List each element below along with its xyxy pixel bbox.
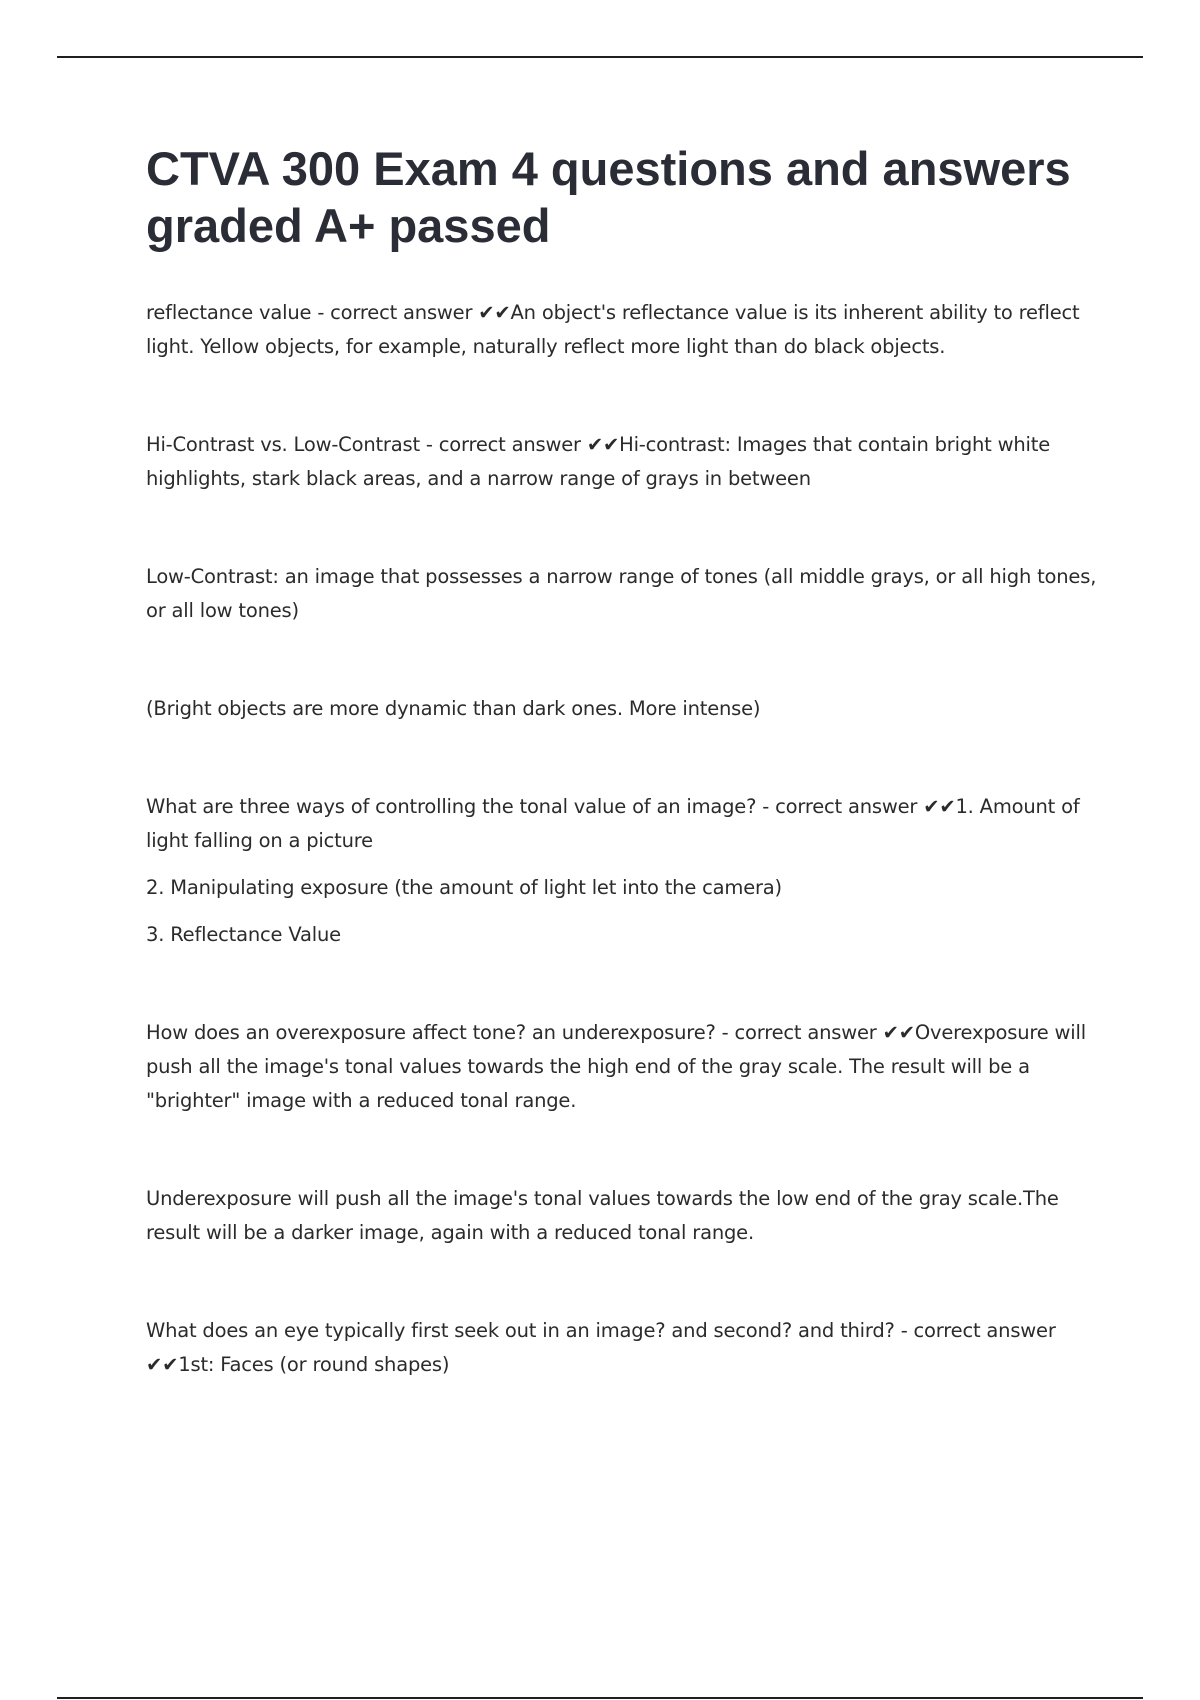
top-rule bbox=[57, 56, 1143, 58]
paragraph-eye-seek: What does an eye typically first seek out in an image? and second? and third? - correct answer ✔✔1st: Faces (or round shapes) bbox=[146, 1319, 1056, 1376]
document-body bbox=[146, 140, 1106, 1382]
paragraph-manipulating-exposure: 2. Manipulating exposure (the amount of light let into the camera) bbox=[146, 876, 782, 899]
paragraph-underexposure: Underexposure will push all the image's tonal values towards the low end of the gray scale.The result will be a darker image, again with a reduced tonal range. bbox=[146, 1187, 1059, 1244]
paragraph-overexposure: How does an overexposure affect tone? an underexposure? - correct answer ✔✔Overexposure will push all the image's tonal values towards the high end of the gray scale. The result will be a "brighter" image with a reduced tonal range. bbox=[146, 1021, 1086, 1112]
document-title: CTVA 300 Exam 4 questions and answers graded A+ passed bbox=[146, 142, 1071, 252]
paragraph-low-contrast: Low-Contrast: an image that possesses a narrow range of tones (all middle grays, or all high tones, or all low tones) bbox=[146, 565, 1097, 622]
paragraph-reflectance-item: 3. Reflectance Value bbox=[146, 923, 341, 946]
paragraph-hi-contrast: Hi-Contrast vs. Low-Contrast - correct answer ✔✔Hi-contrast: Images that contain bright white highlights, stark black areas, and a narrow range of grays in between bbox=[146, 433, 1050, 490]
paragraph-bright-objects: (Bright objects are more dynamic than dark ones. More intense) bbox=[146, 697, 761, 720]
paragraph-reflectance-value: reflectance value - correct answer ✔✔An object's reflectance value is its inherent ability to reflect light. Yellow objects, for example, naturally reflect more light than do black objects. bbox=[146, 301, 1080, 358]
paragraph-list bbox=[146, 296, 1106, 1382]
paragraph-tonal-value-question: What are three ways of controlling the tonal value of an image? - correct answer ✔✔1. Amount of light falling on a picture bbox=[146, 795, 1080, 852]
bottom-rule bbox=[57, 1697, 1143, 1699]
